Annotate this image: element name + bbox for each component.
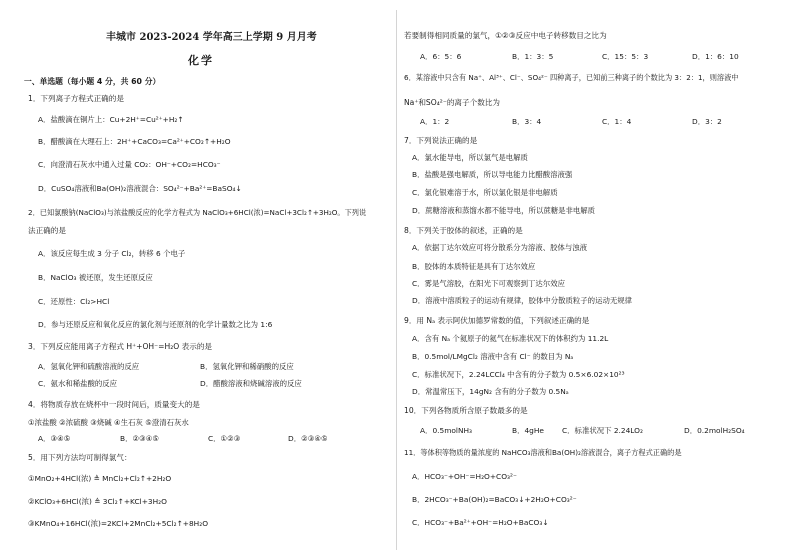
q1-option-b: B．醋酸滴在大理石上：2H⁺+CaCO₃=Ca²⁺+CO₂↑+H₂O <box>38 137 231 146</box>
q4-option-d: D．②③④⑤ <box>288 434 328 443</box>
q8-option-b: B．胶体的本质特征是具有丁达尔效应 <box>412 262 536 271</box>
left-column <box>20 0 392 560</box>
q3-option-a: A．氢氧化钾和硫酸溶液的反应 <box>38 362 140 371</box>
q4-option-c: C．①②③ <box>208 434 241 443</box>
q5-stem-cont: 若要制得相同质量的氯气，①②③反应中电子转移数目之比为 <box>404 31 607 40</box>
q4-option-b: B．②③④⑤ <box>120 434 159 443</box>
q6-option-d: D．3：2 <box>692 117 722 126</box>
q5-stem: 5．用下列方法均可制得氯气： <box>28 453 132 462</box>
q3-stem: 3．下列反应能用离子方程式 H⁺+OH⁻=H₂O 表示的是 <box>28 342 213 351</box>
subject-title: 化学 <box>188 54 214 67</box>
q2-option-d: D．参与还原反应和氧化反应的氯化剂与还原剂的化学计量数之比为 1:6 <box>38 320 273 329</box>
q4-items: ①浓盐酸 ②浓硫酸 ③烧碱 ④生石灰 ⑤澄清石灰水 <box>28 418 189 427</box>
q9-option-c: C．标准状况下，2.24LCCl₄ 中含有的分子数为 0.5×6.02×10²³ <box>412 370 625 379</box>
q8-stem: 8．下列关于胶体的叙述，正确的是 <box>404 226 523 235</box>
q8-option-c: C．雾是气溶胶，在阳光下可观察到丁达尔效应 <box>412 279 565 288</box>
q9-option-d: D．常温常压下，14gN₂ 含有的分子数为 0.5Nₐ <box>412 387 569 396</box>
q1-stem: 1．下列离子方程式正确的是 <box>28 94 124 103</box>
q3-option-b: B．氢氧化钾和稀硝酸的反应 <box>200 362 294 371</box>
q4-option-a: A．③④⑤ <box>38 434 71 443</box>
q10-stem: 10．下列各物质所含原子数最多的是 <box>404 406 528 415</box>
q2-stem: 2．已知氯酸钠(NaClO₃)与浓盐酸反应的化学方程式为 NaClO₃+6HCl(浓)=NaCl+3Cl₂↑+3H₂O。下列说 <box>28 208 367 217</box>
q5-option-c: C．15：5：3 <box>602 52 649 61</box>
column-divider <box>396 10 397 550</box>
q2-option-b: B．NaClO₃ 被还原，发生还原反应 <box>38 273 153 282</box>
q9-stem: 9．用 Nₐ 表示阿伏加德罗常数的值，下列叙述正确的是 <box>404 316 590 325</box>
q5-option-b: B．1：3：5 <box>512 52 554 61</box>
right-column <box>402 0 782 560</box>
q2-option-a: A．该反应每生成 3 分子 Cl₂，转移 6 个电子 <box>38 249 186 258</box>
q4-stem: 4．将物质存放在烧杯中一段时间后，质量变大的是 <box>28 400 200 409</box>
exam-title: 丰城市 2023-2024 学年高三上学期 9 月月考 <box>106 32 317 43</box>
q2-stem-cont: 法正确的是 <box>28 226 66 235</box>
q10-option-c: C．标准状况下 2.24LO₂ <box>562 426 643 435</box>
q1-option-d: D．CuSO₄溶液和Ba(OH)₂溶液混合：SO₄²⁻+Ba²⁺=BaSO₄↓ <box>38 184 242 193</box>
q5-reaction-2: ②KClO₃+6HCl(浓) ≜ 3Cl₂↑+KCl+3H₂O <box>28 497 167 506</box>
q6-stem-cont: Na⁺和SO₄²⁻的离子个数比为 <box>404 98 500 107</box>
q8-option-a: A．依据丁达尔效应可将分散系分为溶液、胶体与浊液 <box>412 243 588 252</box>
q2-option-c: C．还原性：Cl₂>HCl <box>38 297 110 306</box>
q5-option-a: A．6：5：6 <box>420 52 462 61</box>
q11-option-c: C．HCO₃⁻+Ba²⁺+OH⁻=H₂O+BaCO₃↓ <box>412 518 549 527</box>
q10-option-d: D．0.2molH₂SO₄ <box>684 426 745 435</box>
q5-option-d: D．1：6：10 <box>692 52 739 61</box>
q5-reaction-1: ①MnO₂+4HCl(浓) ≜ MnCl₂+Cl₂↑+2H₂O <box>28 474 172 483</box>
q9-option-b: B．0.5mol/LMgCl₂ 溶液中含有 Cl⁻ 的数目为 Nₐ <box>412 352 574 361</box>
q6-option-a: A．1：2 <box>420 117 450 126</box>
q8-option-d: D．溶液中溶质粒子的运动有规律，胶体中分散质粒子的运动无规律 <box>412 296 633 305</box>
q7-stem: 7．下列说法正确的是 <box>404 136 478 145</box>
q11-option-a: A．HCO₃⁻+OH⁻=H₂O+CO₃²⁻ <box>412 472 517 481</box>
q6-option-b: B．3：4 <box>512 117 542 126</box>
q11-option-b: B．2HCO₃⁻+Ba(OH)₂=BaCO₃↓+2H₂O+CO₃²⁻ <box>412 495 577 504</box>
q7-option-d: D．蔗糖溶液和蒸馏水都不能导电，所以蔗糖是非电解质 <box>412 206 596 215</box>
q3-option-c: C．氨水和稀盐酸的反应 <box>38 379 118 388</box>
q1-option-a: A．盐酸滴在铜片上：Cu+2H⁺=Cu²⁺+H₂↑ <box>38 115 184 124</box>
q10-option-b: B．4gHe <box>512 426 544 435</box>
q1-option-c: C．向澄清石灰水中通入过量 CO₂：OH⁻+CO₂=HCO₃⁻ <box>38 160 221 169</box>
q9-option-a: A．含有 Nₐ 个氦原子的氦气在标准状况下的体积约为 11.2L <box>412 334 609 343</box>
q7-option-a: A．氯水能导电，所以氯气是电解质 <box>412 153 528 162</box>
q10-option-a: A．0.5molNH₃ <box>420 426 473 435</box>
q6-stem: 6．某溶液中只含有 Na⁺、Al³⁺、Cl⁻、SO₄²⁻ 四种离子，已知前三种离子的个数比为 3：2：1，则溶液中 <box>404 73 739 82</box>
q7-option-c: C．氯化银难溶于水，所以氯化银是非电解质 <box>412 188 558 197</box>
section-heading: 一、单选题（每小题 4 分，共 60 分） <box>24 77 161 86</box>
q7-option-b: B．盐酸是强电解质，所以导电能力比醋酸溶液强 <box>412 170 573 179</box>
q11-stem: 11．等体积等物质的量浓度的 NaHCO₃溶液和Ba(OH)₂溶液混合，离子方程式正确的是 <box>404 448 682 457</box>
q5-reaction-3: ③KMnO₄+16HCl(浓)=2KCl+2MnCl₂+5Cl₂↑+8H₂O <box>28 519 209 528</box>
q3-option-d: D．醋酸溶液和烧碱溶液的反应 <box>200 379 302 388</box>
q6-option-c: C．1：4 <box>602 117 632 126</box>
